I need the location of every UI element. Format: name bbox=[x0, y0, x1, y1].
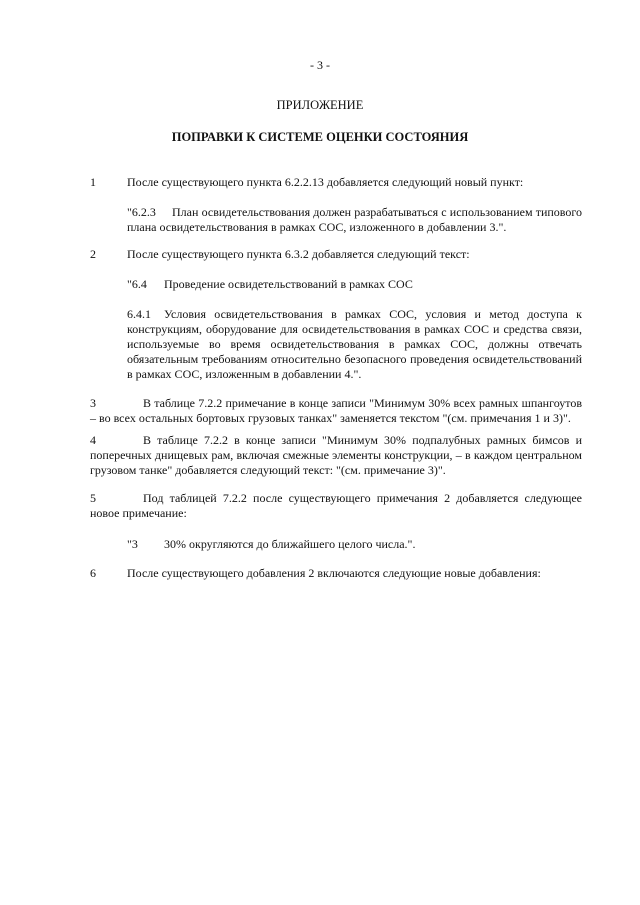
item-2-quote-text: Проведение освидетельствований в рамках СОС bbox=[164, 277, 413, 291]
item-2-quote bbox=[127, 277, 582, 292]
item-2-quote-number: "6.4 bbox=[127, 277, 147, 291]
item-2-text: После существующего пункта 6.3.2 добавляется следующий текст: bbox=[127, 247, 470, 261]
item-4-paragraph bbox=[90, 433, 582, 478]
item-1-text: После существующего пункта 6.2.2.13 добавляется следующий новый пункт: bbox=[127, 175, 524, 189]
item-2-number: 2 bbox=[90, 247, 96, 261]
page-number: - 3 - bbox=[310, 58, 330, 72]
item-5-quote-text: 30% округляются до ближайшего целого числа.". bbox=[164, 537, 416, 551]
item-1-quote-number: "6.2.3 bbox=[127, 205, 156, 219]
item-5-number: 5 bbox=[90, 491, 96, 505]
document-title: ПОПРАВКИ К СИСТЕМЕ ОЦЕНКИ СОСТОЯНИЯ bbox=[171, 130, 469, 144]
item-5-quote bbox=[127, 537, 582, 552]
item-1-number: 1 bbox=[90, 175, 96, 189]
appendix-label: ПРИЛОЖЕНИЕ bbox=[276, 98, 364, 112]
item-5-paragraph bbox=[90, 491, 582, 521]
item-2-subclause-text: Условия освидетельствования в рамках СОС, условия и метод доступа к конструкциям, оборудование для освидетельствования в рамках СОС и средства связи, используемые во время освидетельствования в рамках СОС, должны отвечать обязательным требованиям относительно безопасного проведения освидетельствований в рамках СОС, изложенным в добавлении 4.". bbox=[127, 307, 582, 381]
item-6-number: 6 bbox=[90, 566, 96, 580]
item-3-number: 3 bbox=[90, 396, 96, 410]
item-5-quote-number: "3 bbox=[127, 537, 138, 551]
item-2-subclause-number: 6.4.1 bbox=[127, 307, 151, 321]
item-1-quote bbox=[127, 205, 582, 235]
item-5-text: Под таблицей 7.2.2 после существующего примечания 2 добавляется следующее новое примечание: bbox=[90, 491, 582, 520]
item-3-paragraph bbox=[90, 396, 582, 426]
item-4-number: 4 bbox=[90, 433, 96, 447]
item-1-quote-text: План освидетельствования должен разрабатываться с использованием типового плана освидетельствования в рамках СОС, изложенного в добавлении 3.". bbox=[127, 205, 582, 234]
item-2-subclause bbox=[127, 307, 582, 382]
item-4-text: В таблице 7.2.2 в конце записи "Минимум 30% подпалубных рамных бимсов и поперечных днищевых рам, включая смежные элементы конструкции, – в каждом центральном грузовом танке" добавляется следующий текст: "(см. примечание 3)". bbox=[90, 433, 582, 477]
item-6-text: После существующего добавления 2 включаются следующие новые добавления: bbox=[127, 566, 541, 580]
item-3-text: В таблице 7.2.2 примечание в конце записи "Минимум 30% всех рамных шпангоутов – во всех остальных бортовых грузовых танках" заменяется текстом "(см. примечания 1 и 3)". bbox=[90, 396, 582, 425]
